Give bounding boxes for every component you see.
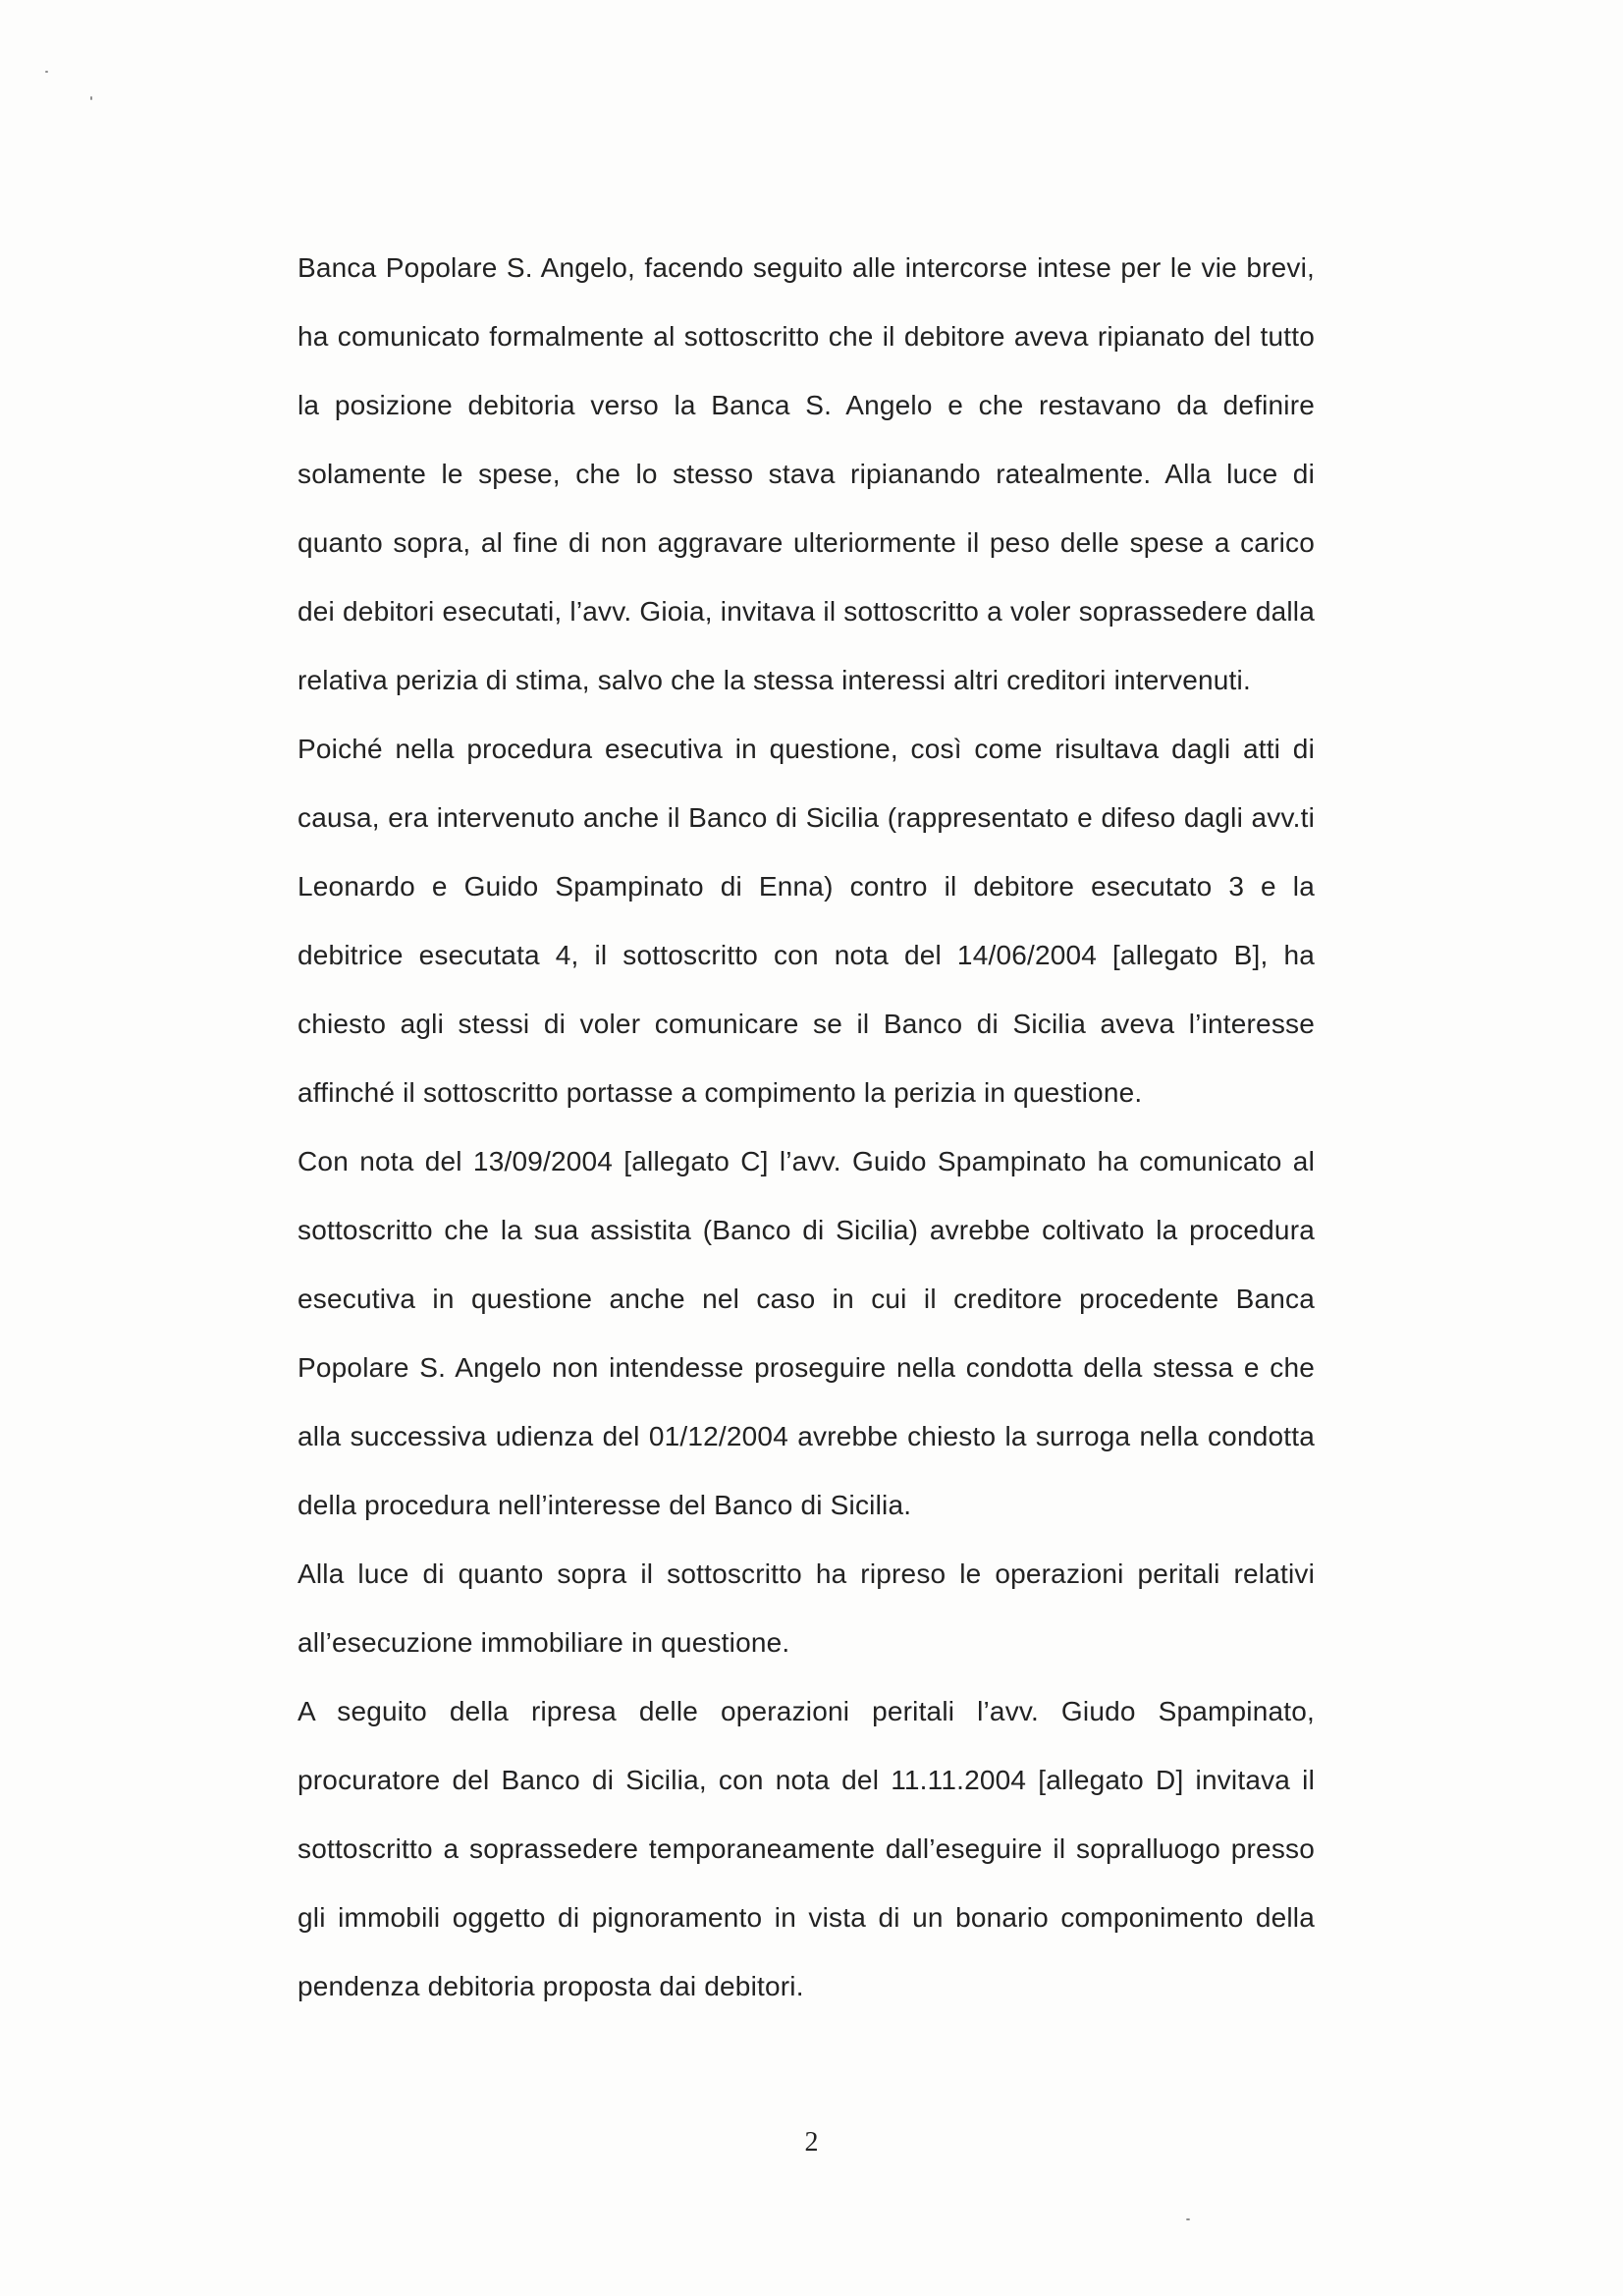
text-line: gli immobili oggetto di pignoramento in vista di un bonario componimento della	[298, 1902, 1315, 1933]
body-text	[298, 234, 1315, 2021]
text-line: relativa perizia di stima, salvo che la stessa interessi altri creditori intervenuti.	[298, 665, 1251, 695]
page-number: 2	[804, 2127, 819, 2158]
paragraph-1	[298, 234, 1315, 715]
text-line: Alla luce di quanto sopra il sottoscritto ha ripreso le operazioni peritali relativi	[298, 1558, 1315, 1589]
text-line: Banca Popolare S. Angelo, facendo seguito alle intercorse intese per le vie brevi,	[298, 252, 1315, 283]
scan-speck	[45, 71, 48, 73]
text-line: la posizione debitoria verso la Banca S. Angelo e che restavano da definire	[298, 390, 1315, 420]
text-line: pendenza debitoria proposta dai debitori.	[298, 1971, 804, 2001]
text-line: all’esecuzione immobiliare in questione.	[298, 1627, 790, 1658]
text-line: esecutiva in questione anche nel caso in cui il creditore procedente Banca	[298, 1284, 1315, 1314]
text-line: A seguito della ripresa delle operazioni peritali l’avv. Giudo Spampinato,	[298, 1696, 1315, 1726]
text-line: affinché il sottoscritto portasse a compimento la perizia in questione.	[298, 1077, 1143, 1108]
text-line: Poiché nella procedura esecutiva in questione, così come risultava dagli atti di	[298, 734, 1315, 764]
scan-speck	[1186, 2218, 1190, 2220]
text-line: sottoscritto a soprassedere temporaneamente dall’eseguire il sopralluogo presso	[298, 1833, 1315, 1864]
scan-speck	[90, 96, 92, 100]
text-line: quanto sopra, al fine di non aggravare ulteriormente il peso delle spese a carico	[298, 527, 1315, 558]
text-line: dei debitori esecutati, l’avv. Gioia, invitava il sottoscritto a voler soprassedere dalla	[298, 596, 1315, 627]
paragraph-5	[298, 1677, 1315, 2021]
text-line: ha comunicato formalmente al sottoscritto che il debitore aveva ripianato del tutto	[298, 321, 1315, 352]
paragraph-4	[298, 1540, 1315, 1677]
text-line: chiesto agli stessi di voler comunicare se il Banco di Sicilia aveva l’interesse	[298, 1009, 1315, 1039]
text-line: procuratore del Banco di Sicilia, con nota del 11.11.2004 [allegato D] invitava il	[298, 1765, 1315, 1795]
text-line: alla successiva udienza del 01/12/2004 avrebbe chiesto la surroga nella condotta	[298, 1421, 1315, 1451]
text-line: solamente le spese, che lo stesso stava ripianando ratealmente. Alla luce di	[298, 459, 1315, 489]
text-line: sottoscritto che la sua assistita (Banco di Sicilia) avrebbe coltivato la procedura	[298, 1215, 1315, 1245]
text-line: Leonardo e Guido Spampinato di Enna) contro il debitore esecutato 3 e la	[298, 871, 1315, 902]
paragraph-3	[298, 1127, 1315, 1540]
paragraph-2	[298, 715, 1315, 1127]
text-line: Popolare S. Angelo non intendesse proseguire nella condotta della stessa e che	[298, 1352, 1315, 1383]
text-line: causa, era intervenuto anche il Banco di Sicilia (rappresentato e difeso dagli avv.ti	[298, 802, 1315, 833]
text-line: della procedura nell’interesse del Banco di Sicilia.	[298, 1490, 912, 1520]
text-line: Con nota del 13/09/2004 [allegato C] l’avv. Guido Spampinato ha comunicato al	[298, 1146, 1315, 1176]
text-line: debitrice esecutata 4, il sottoscritto con nota del 14/06/2004 [allegato B], ha	[298, 940, 1315, 970]
